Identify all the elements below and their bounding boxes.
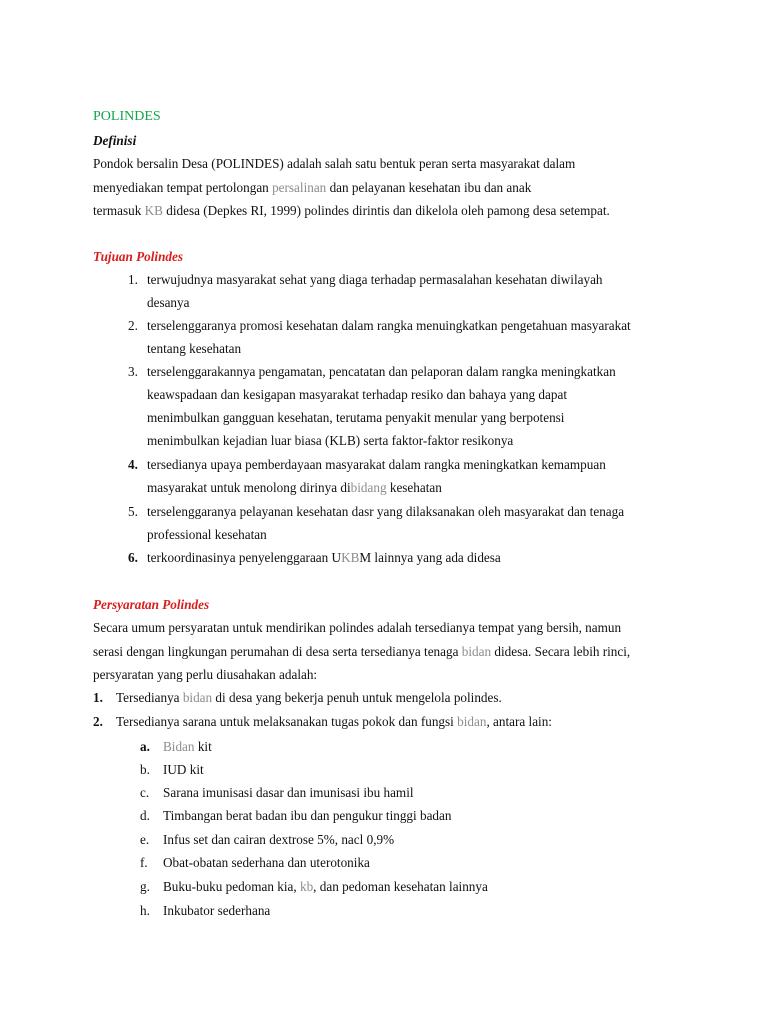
tujuan-item-2-line-1: terselenggaranya promosi kesehatan dalam rangka menuingkatkan pengetahuan masyarakat <box>147 318 631 333</box>
sub-item-a: Bidan kit <box>163 739 212 754</box>
sub-item-e: Infus set dan cairan dextrose 5%, nacl 0,9% <box>163 832 395 847</box>
tujuan-item-5-line-1: terselenggaranya pelayanan kesehatan dasr yang dilaksanakan oleh masyarakat dan tenaga <box>147 504 625 519</box>
persyaratan-line-3: persyaratan yang perlu diusahakan adalah: <box>93 667 318 682</box>
tujuan-item-6-line-1: terkoordinasinya penyelenggaraan UKBM lainnya yang ada didesa <box>147 550 501 565</box>
tujuan-heading: Tujuan Polindes <box>93 249 184 264</box>
bidan-link-1[interactable]: bidan <box>461 644 492 659</box>
persyaratan-line-1: Secara umum persyaratan untuk mendirikan polindes adalah tersedianya tempat yang bersih, namun <box>93 620 622 635</box>
tujuan-num-3: 3. <box>128 364 138 379</box>
persalinan-link[interactable]: persalinan <box>272 180 327 195</box>
tujuan-num-6: 6. <box>128 550 138 565</box>
persyaratan-num-2: 2. <box>93 714 103 729</box>
tujuan-item-2-line-2: tentang kesehatan <box>147 341 242 356</box>
definisi-line-2: menyediakan tempat pertolongan persalinan dan pelayanan kesehatan ibu dan anak <box>93 180 532 195</box>
sub-letter-b: b. <box>140 762 150 777</box>
tujuan-item-1-line-2: desanya <box>147 295 190 310</box>
persyaratan-line-2: serasi dengan lingkungan perumahan di desa serta tersedianya tenaga bidan didesa. Secara lebih rinci, <box>93 644 631 659</box>
sub-item-c: Sarana imunisasi dasar dan imunisasi ibu hamil <box>163 785 414 800</box>
definisi-heading: Definisi <box>93 133 137 148</box>
tujuan-item-3-line-2: keawspadaan dan kesigapan masyarakat terhadap resiko dan bahaya yang dapat <box>147 387 567 402</box>
persyaratan-item-1: Tersedianya bidan di desa yang bekerja penuh untuk mengelola polindes. <box>116 690 502 705</box>
tujuan-item-3-line-4: menimbulkan kejadian luar biasa (KLB) serta faktor-faktor resikonya <box>147 433 514 448</box>
tujuan-item-5-line-2: professional kesehatan <box>147 527 267 542</box>
sub-letter-a: a. <box>140 739 150 754</box>
sub-item-h: Inkubator sederhana <box>163 903 271 918</box>
sub-item-f: Obat-obatan sederhana dan uterotonika <box>163 855 370 870</box>
persyaratan-heading: Persyaratan Polindes <box>93 597 210 612</box>
persyaratan-num-1: 1. <box>93 690 103 705</box>
definisi-line-3: termasuk KB didesa (Depkes RI, 1999) polindes dirintis dan dikelola oleh pamong desa setempat. <box>93 203 610 218</box>
sub-letter-e: e. <box>140 832 150 847</box>
kb-link[interactable]: KB <box>144 203 163 218</box>
persyaratan-item-2: Tersedianya sarana untuk melaksanakan tugas pokok dan fungsi bidan, antara lain: <box>116 714 552 729</box>
kb-link-3[interactable]: kb <box>299 879 314 894</box>
sub-letter-h: h. <box>140 903 150 918</box>
bidan-link-2[interactable]: bidan <box>182 690 213 705</box>
bidan-link-4[interactable]: Bidan <box>163 739 195 754</box>
sub-letter-f: f. <box>140 855 148 870</box>
sub-item-b: IUD kit <box>163 762 204 777</box>
tujuan-num-2: 2. <box>128 318 138 333</box>
sub-letter-g: g. <box>140 879 150 894</box>
kb-link-2[interactable]: KB <box>341 550 360 565</box>
tujuan-item-3-line-1: terselenggarakannya pengamatan, pencatatan dan pelaporan dalam rangka meningkatkan <box>147 364 616 379</box>
tujuan-item-1-line-1: terwujudnya masyarakat sehat yang diaga terhadap permasalahan kesehatan diwilayah <box>147 272 603 287</box>
tujuan-item-4-line-2: masyarakat untuk menolong dirinya dibidang kesehatan <box>147 480 442 495</box>
tujuan-num-1: 1. <box>128 272 138 287</box>
document-title: POLINDES <box>93 109 161 124</box>
sub-letter-d: d. <box>140 808 150 823</box>
bidang-link[interactable]: bidang <box>350 480 387 495</box>
tujuan-item-3-line-3: menimbulkan gangguan kesehatan, terutama penyakit menular yang berpotensi <box>147 410 565 425</box>
definisi-line-1: Pondok bersalin Desa (POLINDES) adalah salah satu bentuk peran serta masyarakat dalam <box>93 156 576 171</box>
tujuan-num-4: 4. <box>128 457 138 472</box>
tujuan-item-4-line-1: tersedianya upaya pemberdayaan masyarakat dalam rangka meningkatkan kemampuan <box>147 457 606 472</box>
sub-letter-c: c. <box>140 785 150 800</box>
tujuan-num-5: 5. <box>128 504 138 519</box>
bidan-link-3[interactable]: bidan <box>457 714 487 729</box>
sub-item-g: Buku-buku pedoman kia, kb, dan pedoman kesehatan lainnya <box>163 879 488 894</box>
sub-item-d: Timbangan berat badan ibu dan pengukur tinggi badan <box>163 808 452 823</box>
